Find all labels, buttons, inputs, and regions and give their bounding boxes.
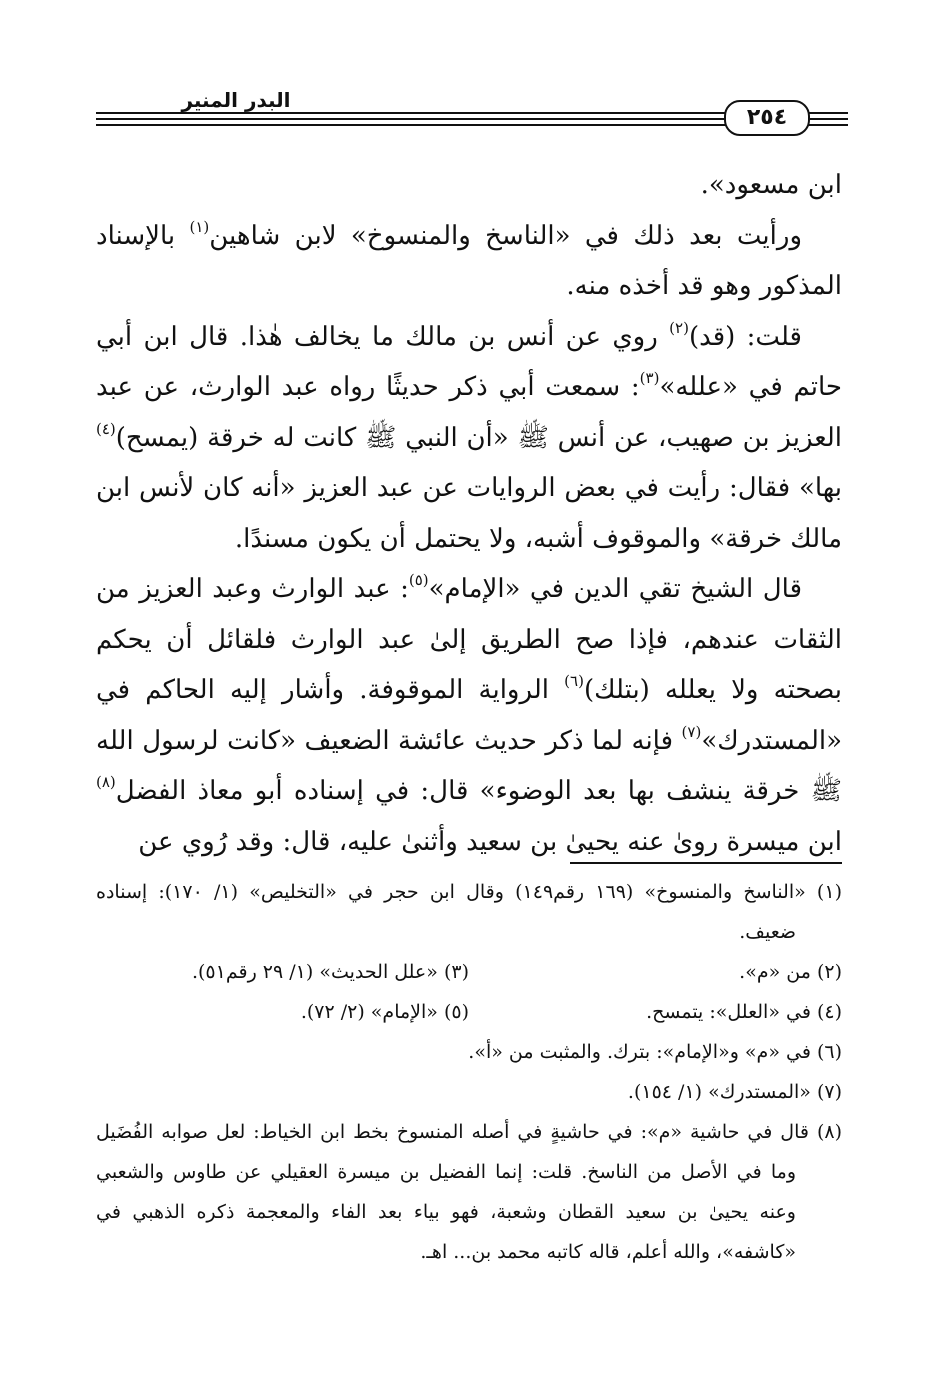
footnote-ref: (٦) [564,672,584,690]
text-run: : عبد الوارث وعبد العزيز من الثقات عندهم، فإذا صح الطريق إلىٰ عبد الوارث فلقائل أن يحكم بصحته ولا يعلله (بتلك) [96,574,842,705]
running-title: البدر المنير [181,88,291,112]
footnote-7: (٧) «المستدرك» (١/ ١٥٤). [627,1081,842,1103]
main-text [96,160,842,867]
text-run: قلت: (قد) [688,321,802,352]
text-run: الرواية الموقوفة. وأشار إليه الحاكم في «المستدرك» [96,675,842,756]
footnote-ref: (١) [189,217,210,236]
footnote-5: (٥) «الإمام» (٢/ ٧٢). [300,1001,469,1023]
text-run: بالإسناد المذكور وهو قد أخذه منه. [96,220,842,301]
header-rule [808,118,848,120]
page-header [96,88,848,138]
text-run: ابن ميسرة روىٰ عنه يحيىٰ بن سعيد وأثنىٰ عليه، قال: وقد رُوي عن [138,826,842,857]
header-rule [808,112,848,114]
footnote-6: (٦) في «م» و«الإمام»: بترك. والمثبت من «أ». [468,1041,842,1063]
header-rule [808,124,848,126]
footnote-ref: (٥) [408,571,429,589]
paragraph [96,211,842,312]
footnote-ref: (٤) [96,419,116,438]
footnote-row [96,992,842,1032]
footnote-1: (١) «الناسخ والمنسوخ» (١٦٩ رقم١٤٩) وقال ابن حجر في «التخليص» (١/ ١٧٠): إسناده ضعيف. [96,881,842,943]
text-run: فإنه لما ذكر حديث عائشة الضعيف «كانت لرسول الله ﷺ خرقة ينشف بها بعد الوضوء» قال: في إسناده أبو معاذ الفضل [96,725,842,806]
paragraph [96,312,842,565]
header-rule [96,112,786,114]
footnote-ref: (٨) [96,773,116,791]
footnote-separator [570,862,842,864]
footnote-4: (٤) في «العلل»: يتمسح. [646,1001,842,1023]
text-run: روي عن أنس بن مالك ما يخالف هٰذا. قال ابن أبي حاتم في «علله» [96,321,842,402]
text-run: ورأيت بعد ذلك في «الناسخ والمنسوخ» لابن شاهين [209,220,802,251]
text-line: ابن مسعود». [700,170,842,200]
footnote-2: (٢) من «م». [739,961,842,983]
footnote-ref: (٧) [681,722,702,741]
text-run: بها» فقال: رأيت في بعض الروايات عن عبد العزيز «أنه كان لأنس ابن مالك خرقة» والموقوف أشبه، ولا يحتمل أن يكون مسندًا. [96,473,842,554]
page-number: ٢٥٤ [724,100,810,136]
footnote-row [96,952,842,992]
footnotes [96,872,842,1272]
paragraph [96,564,842,867]
header-rule [96,124,786,126]
footnote-ref: (٣) [639,369,660,387]
text-run: قال الشيخ تقي الدين في «الإمام» [428,574,802,604]
header-rule [96,118,786,120]
footnote-ref: (٢) [669,318,689,337]
text-run: : سمعت أبي ذكر حديثًا رواه عبد الوارث، عن عبد العزيز بن صهيب، عن أنس ﷺ «أن النبي ﷺ كانت له خرقة (يمسح) [96,372,842,453]
footnote-8: (٨) قال في حاشية «م»: في حاشيةٍ في أصله المنسوخ بخط ابن الخياط: لعل صوابه الفُضَيل وما في الأصل من الناسخ. قلت: إنما الفضيل بن ميسرة العقيلي عن طاوس والشعبي وعنه يحيىٰ بن سعيد القطان وشعبة، فهو بياء بعد الفاء والمعجمة ذكره الذهبي في «كاشفه»، والله أعلم، قاله كاتبه محمد بن... اهـ. [96,1121,842,1263]
footnote-3: (٣) «علل الحديث» (١/ ٢٩ رقم٥١). [191,961,469,983]
